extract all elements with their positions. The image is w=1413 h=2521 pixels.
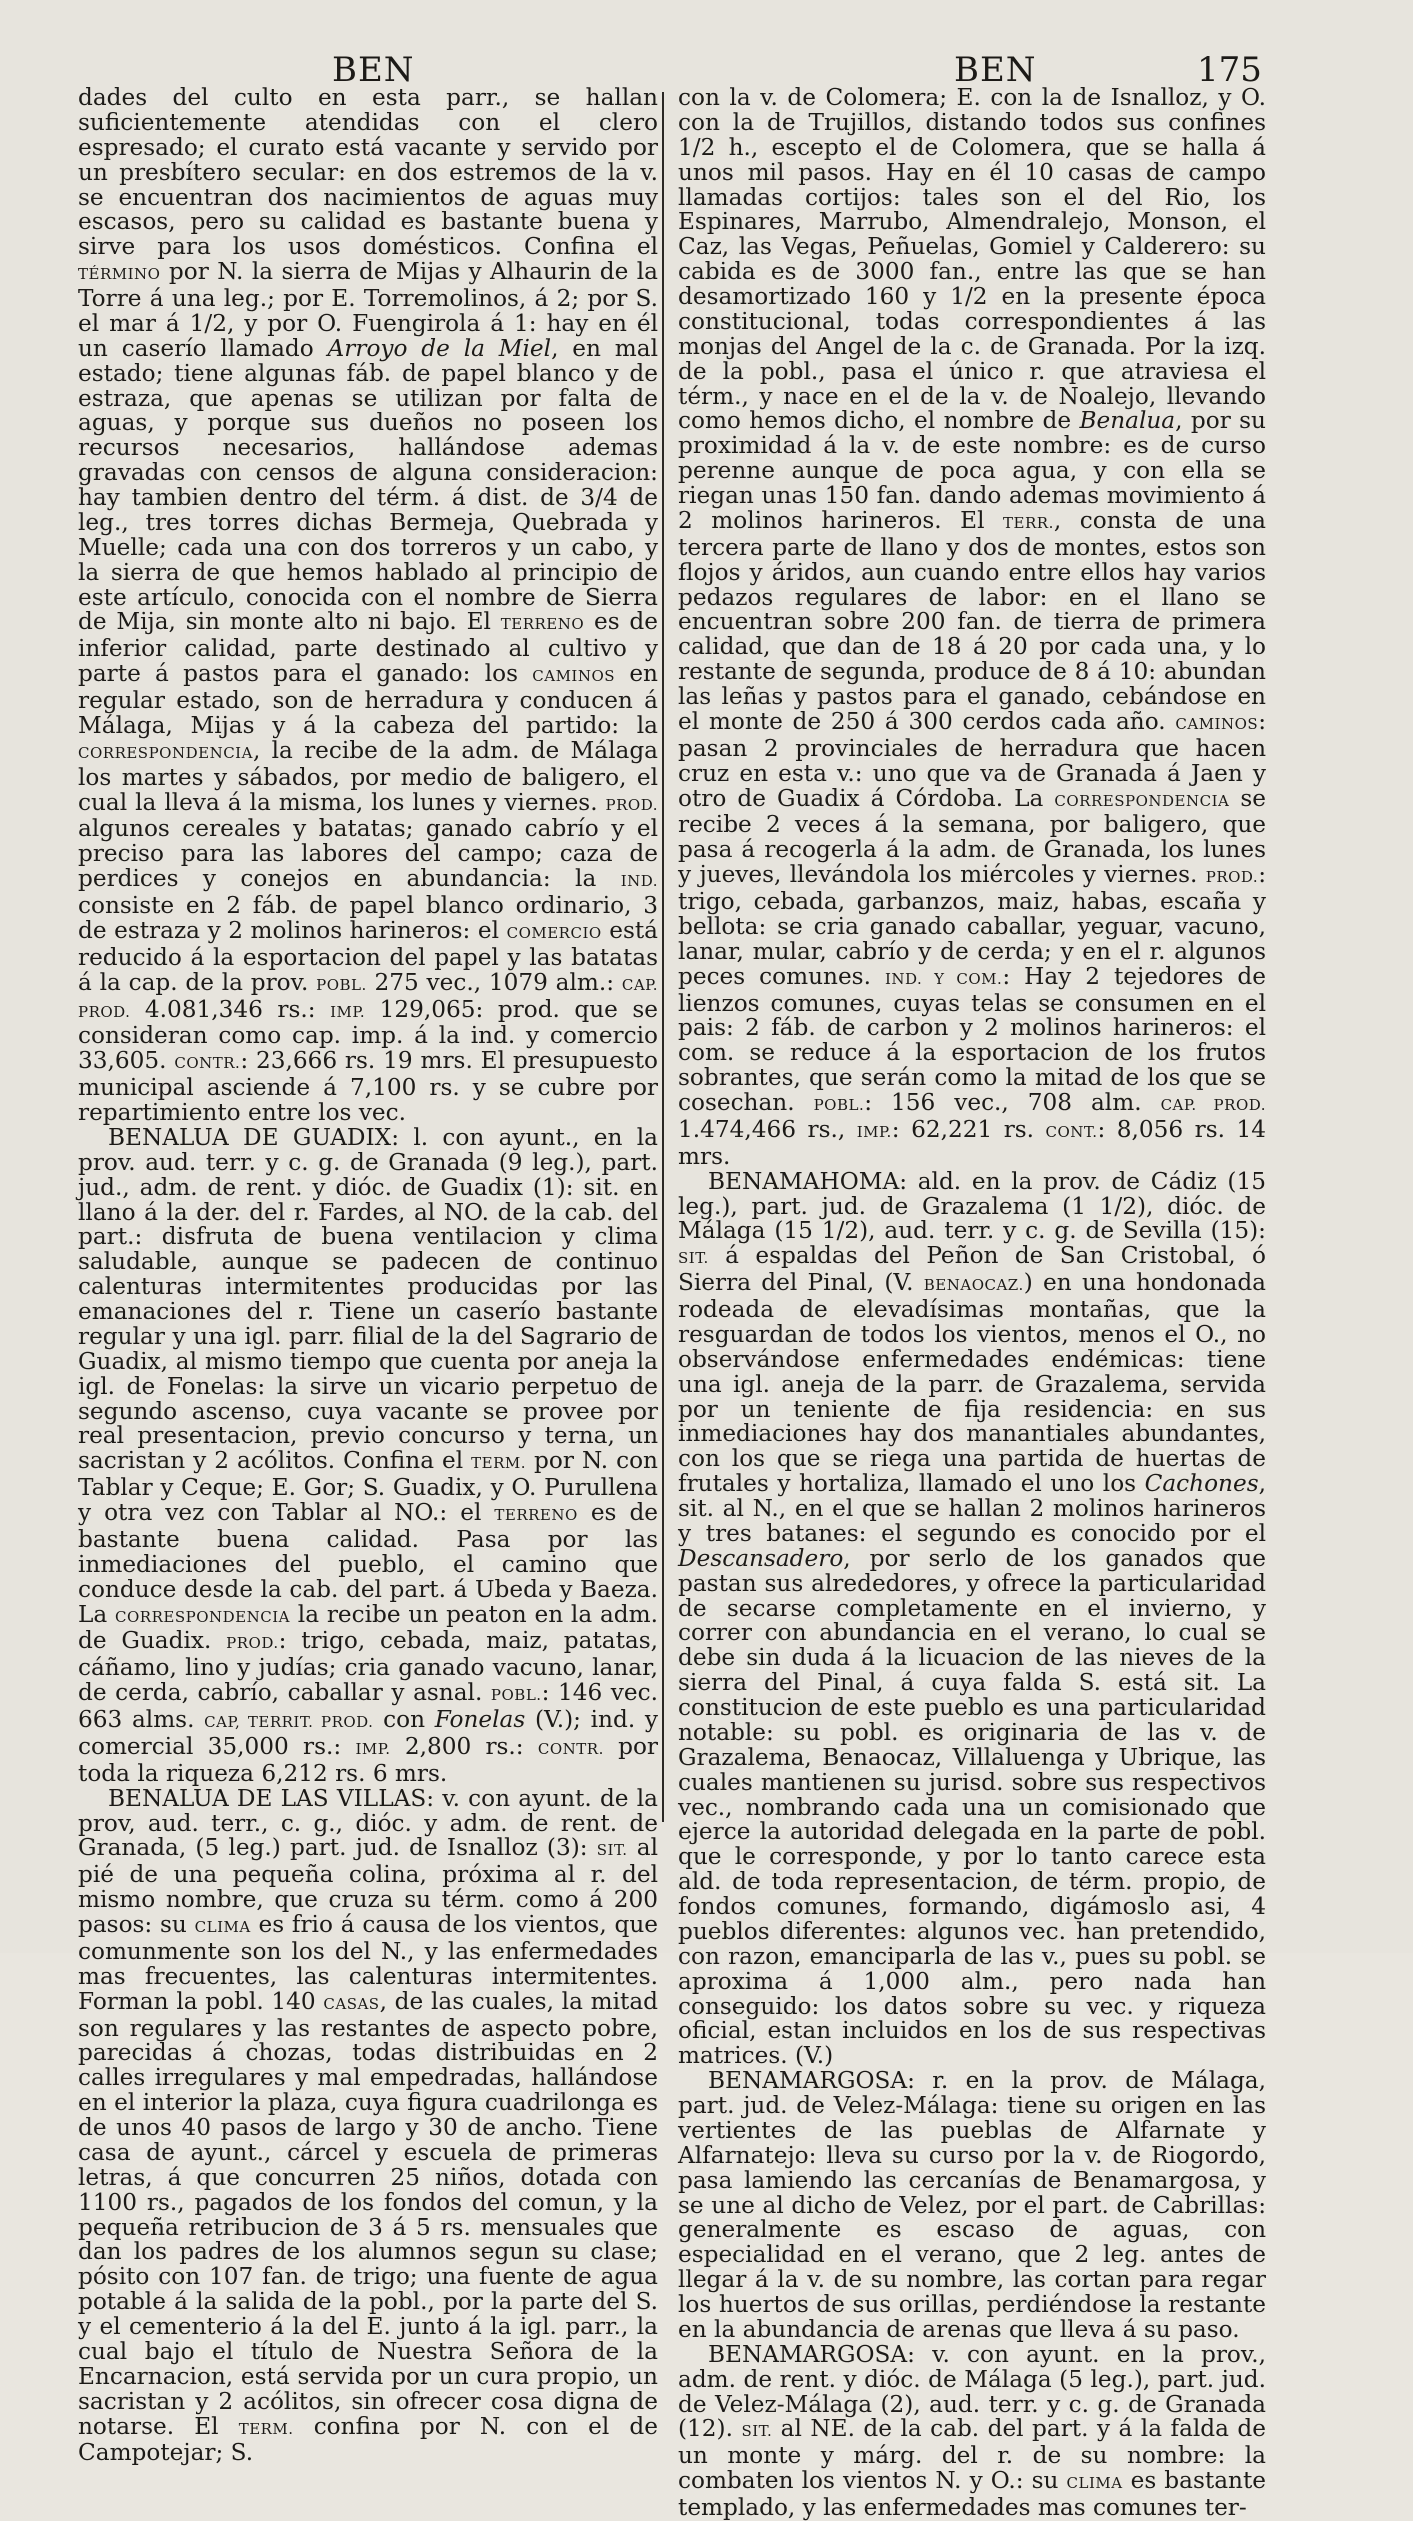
section-keyword: POBL.: [490, 1686, 542, 1705]
section-keyword: CORRESPONDENCIA: [115, 1607, 290, 1626]
body-text: 275 vec., 1079 alm.:: [366, 968, 622, 996]
entry-headword: BENAMAHOMA: [708, 1167, 900, 1195]
body-text: , sit. al N., en el que se hallan 2 molinos harineros y tres batanes: el segundo es conocido por el: [678, 1470, 1266, 1547]
section-keyword: SIT.: [741, 2422, 773, 2441]
body-text: : v. con ayunt. de la prov, aud. terr., c. g., dióc. y adm. de rent. de Granada, (5 leg.) part. jud. de Isnalloz (3):: [78, 1784, 658, 1862]
section-keyword: TERM.: [238, 2419, 294, 2438]
section-keyword: CAP. PROD.: [78, 975, 658, 1021]
section-keyword: IND.: [620, 872, 658, 891]
section-keyword: TÉRMINO: [78, 265, 161, 284]
body-text: (V.); ind. y comercial 35,000 rs.:: [78, 1706, 658, 1760]
body-text: , por serlo de los ganados que pastan sus alrededores, y ofrece la particularidad de secarse completamente en el invierno, y correr con abundancia en el verano, lo cual se debe sin duda á la licuacion de las nieves de la sierra del Pinal, á cuya falda S. está sit. La constitucion de este pueblo es una particularidad notable: su pobl. es originaria de las v. de Grazalema, Benaocaz, Villaluenga y Ubrique, las cuales mantienen su jurisd. sobre sus respectivos vec., nombrando cada una un comisionado que ejerce la autoridad delegada en la parte de pobl. que le corresponde, y por lo tanto carece esta ald. de toda representacion, de térm. propio, de fondos comunes, formando, digámoslo asi, 4 pueblos diferentes: algunos vec. han pretendido, con razon, emanciparla de las v., pues su pobl. se aproxima á 1,000 alm., pero nada han conseguido: los datos sobre su vec. y riqueza oficial, estan incluidos en los de sus respectivas matrices. (V.): [678, 1544, 1266, 2070]
body-text: al pié de una pequeña colina, próxima al r. del mismo nombre, que cruza su térm. como á 200 pasos: su: [78, 1834, 658, 1938]
section-keyword: SIT.: [596, 1841, 628, 1860]
italic-place-name: Benalua: [1079, 407, 1176, 435]
body-text: á espaldas del Peñon de San Cristobal, ó Sierra del Pinal, (V.: [678, 1242, 1266, 1297]
section-keyword: POBL.: [316, 975, 367, 994]
body-text: : 62,221 rs.: [891, 1115, 1046, 1143]
body-text: confina por N. con el de Campotejar; S.: [78, 2412, 658, 2467]
section-keyword: PROD.: [605, 795, 658, 814]
section-keyword: TERRENO: [494, 1506, 578, 1524]
section-keyword: IMP.: [330, 1002, 366, 1021]
paragraph: [78, 86, 658, 1126]
body-text: es de bastante buena calidad. Pasa por las inmediaciones del pueblo, el camino que conduce desde la cab. del part. á Ubeda y Baeza. La: [78, 1499, 659, 1628]
body-text: : 156 vec., 708 alm.: [864, 1089, 1161, 1116]
section-keyword: CORRESPONDENCIA: [78, 743, 253, 762]
paragraph: [78, 1123, 659, 1787]
body-text: 129,065: prod. que se consideran como cap. imp. á la ind. y comercio 33,605.: [78, 995, 658, 1075]
body-text: , de las cuales, la mitad son regulares y las restantes de aspecto pobre, parecidas á chozas, todas distribuidas en 2 calles irregulares y mal empedradas, hallándose en el interior la plaza, cuya figura cuadrilonga es de unos 40 pasos de largo y 30 de ancho. Tiene casa de ayunt., cárcel y escuela de primeras letras, á que concurren 25 niños, dotada con 1100 rs., pagados de los fondos del comun, y la pequeña retribucion de 3 á 5 rs. mensuales que dan los padres de los alumnos segun su clase; pósito con 107 fan. de trigo; una fuente de agua potable á la salida de la pobl., por la parte del S. y el cementerio á la del E. junto á la igl. parr., la cual bajo el título de Nuestra Señora de la Encarnacion, está servida por un cura propio, un sacristan y 2 acólitos, sin ofrecer cosa digna de notarse. El: [78, 1987, 658, 2440]
body-text: por N. la sierra de Mijas y Alhaurin de la Torre á una leg.; por E. Torremolinos, á 2; por S. el mar á 1/2, y por O. Fuengirola á 1: hay en él un caserío llamado: [78, 258, 658, 362]
body-text: : l. con ayunt., en la prov. aud. terr. y c. g. de Granada (9 leg.), part. jud., adm. de rent. y dióc. de Guadix (1): sit. en llano á la der. del r. Fardes, al NO. de la cab. del part.: disfruta de buena ventilacion y clima saludable, aunque se padecen de continuo calenturas intermitentes producidas por las emanaciones del r. Tiene un caserío bastante regular y una igl. parr. filial de la del Sagrario de Guadix, al mismo tiempo que cuenta por aneja la igl. de Fonelas: la sirve un vicario perpetuo de segundo ascenso, cuya vacante se provee por real presentacion, previo concurso y terna, un sacristan y 2 acólitos. Confina el: [78, 1123, 658, 1475]
paragraph: [678, 2069, 1266, 2343]
body-text: : pasan 2 provinciales de herradura que hacen cruz en esta v.: uno que va de Granada á Jaen y otro de Guadix á Córdoba. La: [678, 707, 1266, 812]
section-keyword: SIT.: [678, 1249, 709, 1268]
section-keyword: CONTR.: [537, 1739, 604, 1758]
running-header: [62, 42, 1272, 90]
section-keyword: CAP, TERRIT. PROD.: [204, 1713, 374, 1731]
body-text: : 8,056 rs. 14 mrs.: [678, 1115, 1266, 1170]
paragraph: [78, 1784, 658, 2467]
entry-headword: BENALUA DE GUADIX: [108, 1123, 392, 1151]
italic-place-name: Descansadero: [678, 1544, 844, 1572]
body-text: : 23,666 rs. 19 mrs. El presupuesto municipal asciende á 7,100 rs. y se cubre por repartimiento entre los vec.: [78, 1047, 658, 1126]
body-text: : ald. en la prov. de Cádiz (15 leg.), part. jud. de Grazalema (1 1/2), dióc. de Málaga (15 1/2), aud. terr. y c. g. de Sevilla (15):: [678, 1167, 1266, 1245]
body-text: : v. con ayunt. en la prov., adm. de rent. y dióc. de Málaga (5 leg.), part. jud. de Velez-Málaga (2), aud. terr. y c. g. de Granada (12).: [678, 2340, 1266, 2443]
body-text: , la recibe de la adm. de Málaga los martes y sábados, por medio de baligero, el cual la lleva á la misma, los lunes y viernes.: [78, 736, 658, 816]
section-keyword: TERR.: [1003, 513, 1054, 532]
section-keyword: CORRESPONDENCIA: [1054, 791, 1230, 810]
paragraph: [678, 86, 1266, 1170]
body-text: , en mal estado; tiene algunas fáb. de papel blanco y de estraza, que apenas se utilizan por falta de aguas, y porque sus dueños no poseen los recursos necesarios, hallándose ademas gravadas con censos de alguna consideracion: hay tambien dentro del térm. á dist. de 3/4 de leg., tres torres dichas Bermeja, Quebrada y Muelle; cada una con dos torreros y un cabo, y la sierra de que hemos hablado al principio de este artículo, conocida con el nombre de Sierra de Mija, sin monte alto ni bajo. El: [78, 334, 658, 636]
body-text: es de inferior calidad, parte destinado al cultivo y parte á pastos para el ganado: los: [78, 608, 658, 688]
entry-headword: BENAMARGOSA: [708, 2340, 908, 2368]
paragraph: [678, 1167, 1267, 2070]
section-keyword: CONT.: [1045, 1122, 1098, 1141]
body-text: algunos cereales y batatas; ganado cabrío y el preciso para las labores del campo; caza de perdices y conejos en abundancia: la: [78, 815, 658, 893]
section-keyword: IND. Y COM.: [884, 969, 1003, 988]
body-text: ) en una hondonada rodeada de elevadísimas montañas, que la resguardan de todos los vientos, menos el O., no observándose enfermedades endémicas: tiene una igl. aneja de la parr. de Grazalema, servida por un teniente de fija residencia: en sus inmediaciones hay dos manantiales abundantes, con los que se riega una partida de huertas de frutales y hortaliza, llamado el uno los: [678, 1269, 1267, 1498]
body-text: , por su proximidad á la v. de este nombre: es de curso perenne aunque de poca agua, y con ella se riegan unas 150 fan. dando ademas movimiento á 2 molinos harineros. El: [678, 407, 1266, 534]
italic-place-name: Cachones: [1144, 1470, 1259, 1498]
section-keyword: CLIMA: [1066, 2474, 1123, 2493]
section-keyword: TERM.: [471, 1454, 527, 1473]
body-text: la recibe un peaton en la adm. de Guadix.: [78, 1600, 659, 1655]
section-keyword: IMP.: [856, 1122, 892, 1141]
body-text: es frio á causa de los vientos, que comunmente son los del N., y las enfermedades mas frecuentes, las calenturas intermitentes. Forman la pobl. 140: [78, 1911, 658, 2015]
body-text: , consta de una tercera parte de llano y dos de montes, estos son flojos y áridos, aun cuando entre ellos hay varios pedazos regulares de labor: en el llano se encuentran sobre 200 fan. de tierra de primera calidad, que dan de 18 á 20 por cada una, y lo restante de segunda, produce de 8 á 10: abundan las leñas y pastos para el ganado, cebándose en el monte de 250 á 300 cerdos cada año.: [678, 506, 1266, 735]
left-column: [78, 86, 658, 2466]
body-text: : trigo, cebada, maiz, patatas, cáñamo, lino y judías; cria ganado vacuno, lanar, de cerda, cabrío, caballar y asnal.: [78, 1627, 658, 1707]
body-text: : Hay 2 tejedores de lienzos comunes, cuyas telas se consumen en el pais: 2 fáb. de carbon y 2 molinos harineros: el com. se reduce á la esportacion de los frutos sobrantes, que serán como la mitad de los que se cosechan.: [678, 962, 1266, 1116]
section-keyword: CAMINOS: [1175, 714, 1259, 733]
right-running-head: BEN: [954, 50, 1037, 90]
section-keyword: TERRENO: [500, 615, 585, 634]
section-keyword: POBL.: [813, 1096, 865, 1114]
body-text: está reducido á la esportacion del papel y las batatas á la cap. de la prov.: [78, 916, 658, 996]
body-text: se recibe 2 veces á la semana, por baligero, que pasa á recogerla á la adm. de Granada, los lunes y jueves, llevándola los miércoles y viernes.: [678, 784, 1266, 889]
body-text: 2,800 rs.:: [390, 1732, 538, 1760]
section-keyword: IMP.: [355, 1739, 391, 1758]
entry-headword: BENAMARGOSA: [708, 2067, 908, 2095]
right-column: [678, 86, 1266, 2521]
section-keyword: COMERCIO: [506, 923, 602, 942]
body-text: con la v. de Colomera; E. con la de Isnalloz, y O. con la de Trujillos, distando todos sus confines 1/2 h., escepto el de Colomera, que se halla á unos mil pasos. Hay en él 10 casas de campo llamadas cortijos: tales son el del Rio, los Espinares, Marrubo, Almendralejo, Monson, el Caz, las Vegas, Peñuelas, Gomiel y Calderero: su cabida es de 3000 fan., entre las que se han desamortizado 160 y 1/2 en la presente época constitucional, todas correspondientes á las monjas del Angel de la c. de Granada. Por la izq. de la pobl., pasa el único r. que atraviesa el térm., y nace en el de la v. de Noalejo, llevando como hemos dicho, el nombre de: [678, 84, 1266, 435]
section-keyword: CONTR.: [174, 1054, 241, 1073]
page-number: 175: [1197, 50, 1262, 90]
section-keyword: CAMINOS: [532, 667, 616, 686]
body-text: al NE. de la cab. del part. y á la falda de un monte y márg. del r. de su nombre: la combaten los vientos N. y O.: su: [678, 2415, 1267, 2495]
italic-place-name: Fonelas: [434, 1706, 526, 1733]
body-text: con: [373, 1706, 435, 1733]
paragraph: [678, 2340, 1267, 2521]
section-keyword: PROD.: [1205, 868, 1259, 887]
section-keyword: CAP. PROD.: [1160, 1096, 1266, 1114]
left-running-head: BEN: [332, 50, 415, 90]
body-text: por toda la riqueza 6,212 rs. 6 mrs.: [78, 1732, 658, 1787]
column-divider: [662, 92, 664, 1822]
body-text: dades del culto en esta parr., se hallan suficientemente atendidas con el clero espresado; el curato está vacante y servido por un presbítero secular: en dos estremos de la v. se encuentran dos nacimientos de aguas muy escasos, pero su calidad es bastante buena y sirve para los usos domésticos. Confina el: [78, 84, 658, 261]
body-text: 4.081,346 rs.:: [130, 995, 331, 1023]
body-text: : trigo, cebada, garbanzos, maiz, habas, escaña y bellota: se cria ganado caballar, yeguar, vacuno, lanar, mular, cabrío y de cerda; y en el r. algunos peces comunes.: [678, 861, 1266, 990]
section-keyword: CASAS: [323, 1994, 380, 2013]
body-text: consiste en 2 fáb. de papel blanco ordinario, 3 de estraza y 2 molinos harineros: el: [78, 892, 658, 944]
body-text: en regular estado, son de herradura y conducen á Málaga, Mijas y á la cabeza del partido: la: [78, 660, 658, 739]
body-text: es bastante templado, y las enfermedades mas comunes ter-: [678, 2467, 1266, 2521]
body-text: por N. con Tablar y Ceque; E. Gor; S. Guadix, y O. Purullena y otra vez con Tablar al NO.: el: [78, 1447, 658, 1526]
section-keyword: BENAOCAZ.: [923, 1276, 1024, 1295]
section-keyword: PROD.: [226, 1634, 279, 1653]
body-text: 1.474,466 rs.,: [678, 1115, 857, 1143]
body-text: : r. en la prov. de Málaga, part. jud. de Velez-Málaga: tiene su origen en las vertientes de las pueblas de Alfarnate y Alfarnatejo: lleva su curso por la v. de Riogordo, pasa lamiendo las cercanías de Benamargosa, y se une al dicho de Velez, por el part. de Cabrillas: generalmente es escaso de aguas, con especialidad en el verano, que 2 leg. antes de llegar á la v. de su nombre, las cortan para regar los huertos de sus orillas, perdiéndose la restante en la abundancia de arenas que lleva á su paso.: [678, 2067, 1266, 2343]
entry-headword: BENALUA DE LAS VILLAS: [108, 1784, 427, 1812]
italic-place-name: Arroyo de la Miel: [327, 334, 552, 362]
body-text: : 146 vec. 663 alms.: [78, 1679, 658, 1733]
section-keyword: CLIMA: [194, 1918, 251, 1936]
